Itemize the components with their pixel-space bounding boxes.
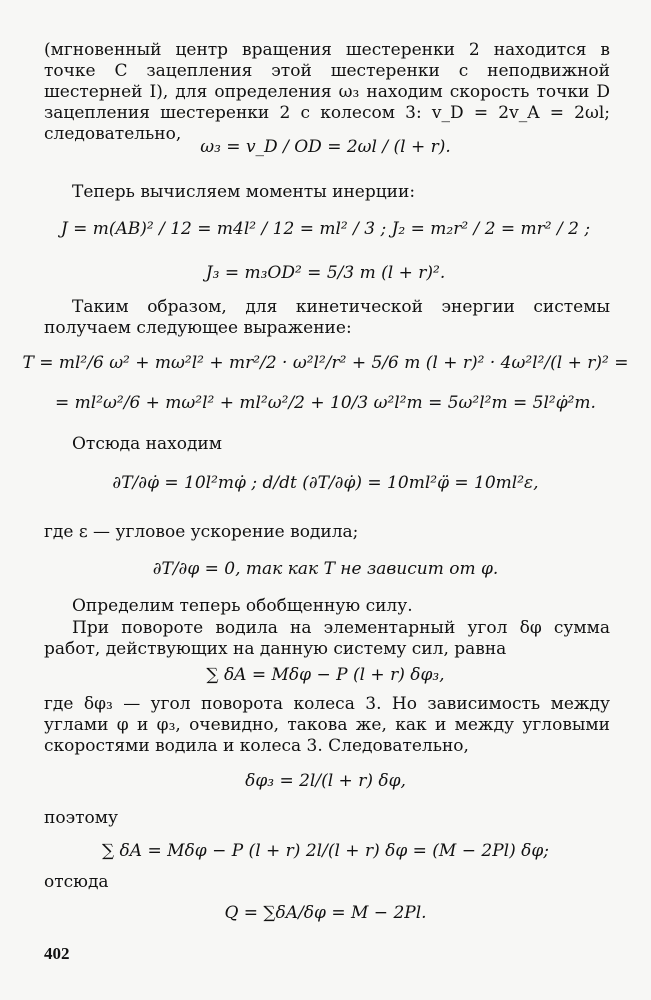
paragraph-4: Отсюда находим — [72, 434, 222, 454]
paragraph-6: Определим теперь обобщенную силу. — [72, 596, 413, 616]
equation-kinetic-energy-1: T = ml²/6 ω² + mω²l² + mr²/2 · ω²l²/r² + 5/6 m (l + r)² · 4ω²l²/(l + r)² = — [22, 353, 629, 373]
paragraph-1: (мгновенный центр вращения шестеренки 2 находится в точке C зацепления этой шестеренки с неподвижной шестерней I), для определения ω₃ находим скорость точки D зацепления шестеренки 2 с колесом 3: v_D = 2v_A = 2ωl; следовательно, — [44, 40, 610, 144]
equation-work-sum: ∑ δA = Mδφ − P (l + r) δφ₃, — [206, 665, 445, 685]
equation-generalized-force: Q = ∑δA/δφ = M − 2Pl. — [224, 903, 427, 923]
paragraph-7: При повороте водила на элементарный угол δφ сумма работ, действующих на данную систему сил, равна — [44, 618, 610, 659]
paragraph-5: где ε — угловое ускорение водила; — [44, 522, 359, 542]
equation-delta-phi3: δφ₃ = 2l/(l + r) δφ, — [245, 771, 406, 791]
paragraph-10: отсюда — [44, 872, 109, 892]
paragraph-8: где δφ₃ — угол поворота колеса 3. Но зависимость между углами φ и φ₃, очевидно, такова же, как и между угловыми скоростями водила и колеса 3. Следовательно, — [44, 694, 610, 756]
equation-work-sum-2: ∑ δA = Mδφ − P (l + r) 2l/(l + r) δφ = (M − 2Pl) δφ; — [102, 841, 549, 861]
equation-derivatives: ∂T/∂φ̇ = 10l²mφ̇ ; d/dt (∂T/∂φ̇) = 10ml²φ̈ = 10ml²ε, — [112, 473, 539, 493]
paragraph-3: Таким образом, для кинетической энергии системы получаем следующее выражение: — [44, 297, 610, 338]
equation-j3: J₃ = m₃OD² = 5/3 m (l + r)². — [205, 263, 446, 283]
equation-omega3: ω₃ = v_D / OD = 2ωl / (l + r). — [200, 137, 451, 157]
equation-kinetic-energy-2: = ml²ω²/6 + mω²l² + ml²ω²/2 + 10/3 ω²l²m = 5ω²l²m = 5l²φ̇²m. — [55, 393, 596, 413]
paragraph-9: поэтому — [44, 808, 118, 828]
page-number: 402 — [44, 944, 70, 963]
equation-moments-of-inertia: J = m(AB)² / 12 = m4l² / 12 = ml² / 3 ; J₂ = m₂r² / 2 = mr² / 2 ; — [60, 219, 591, 239]
paragraph-2: Теперь вычисляем моменты инерции: — [72, 182, 416, 202]
equation-partial-phi: ∂T/∂φ = 0, так как T не зависит от φ. — [152, 559, 499, 579]
